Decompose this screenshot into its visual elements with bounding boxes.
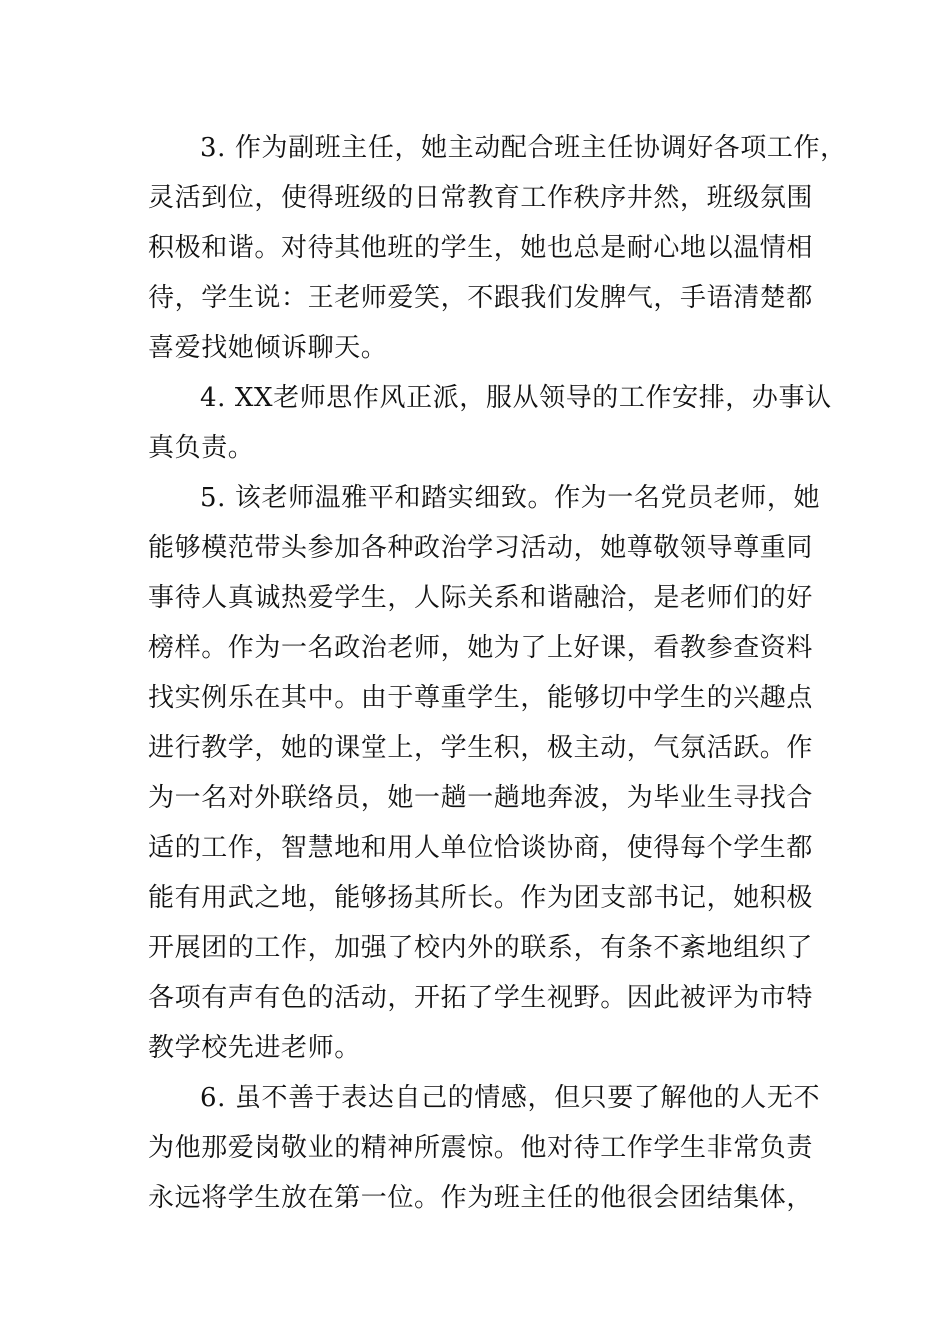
text-line: 进行教学，她的课堂上，学生积，极主动，气氛活跃。作 xyxy=(148,733,814,763)
text-line: 各项有声有色的活动，开拓了学生视野。因此被评为市特 xyxy=(148,983,814,1013)
text-line: 6. 虽不善于表达自己的情感，但只要了解他的人无不 xyxy=(200,1083,821,1113)
text-line: 能够模范带头参加各种政治学习活动，她尊敬领导尊重同 xyxy=(148,533,814,563)
text-line: 灵活到位，使得班级的日常教育工作秩序井然，班级氛围 xyxy=(148,183,814,213)
text-line: 能有用武之地，能够扬其所长。作为团支部书记，她积极 xyxy=(148,883,814,913)
text-line: 教学校先进老师。 xyxy=(148,1033,361,1063)
text-line: 永远将学生放在第一位。作为班主任的他很会团结集体， xyxy=(148,1183,814,1213)
text-line: 真负责。 xyxy=(148,433,255,463)
text-line: 榜样。作为一名政治老师，她为了上好课，看教参查资料 xyxy=(148,633,814,663)
text-line: 找实例乐在其中。由于尊重学生，能够切中学生的兴趣点 xyxy=(148,683,814,713)
paragraph-4 xyxy=(148,373,832,473)
text-line: 适的工作，智慧地和用人单位恰谈协商，使得每个学生都 xyxy=(148,833,814,863)
document-body xyxy=(148,123,847,1223)
text-line: 5. 该老师温雅平和踏实细致。作为一名党员老师，她 xyxy=(200,483,821,513)
paragraph-3 xyxy=(148,123,847,373)
text-line: 4. XX老师思作风正派，服从领导的工作安排，办事认 xyxy=(200,383,832,413)
text-line: 开展团的工作，加强了校内外的联系，有条不紊地组织了 xyxy=(148,933,814,963)
text-line: 喜爱找她倾诉聊天。 xyxy=(148,333,388,363)
text-line: 为一名对外联络员，她一趟一趟地奔波，为毕业生寻找合 xyxy=(148,783,814,813)
paragraph-6 xyxy=(148,1073,821,1223)
text-line: 3. 作为副班主任，她主动配合班主任协调好各项工作， xyxy=(200,133,847,163)
text-line: 待，学生说：王老师爱笑，不跟我们发脾气，手语清楚都 xyxy=(148,283,814,313)
text-line: 为他那爱岗敬业的精神所震惊。他对待工作学生非常负责 xyxy=(148,1133,814,1163)
text-line: 积极和谐。对待其他班的学生，她也总是耐心地以温情相 xyxy=(148,233,814,263)
paragraph-5 xyxy=(148,473,821,1073)
text-line: 事待人真诚热爱学生，人际关系和谐融洽，是老师们的好 xyxy=(148,583,814,613)
